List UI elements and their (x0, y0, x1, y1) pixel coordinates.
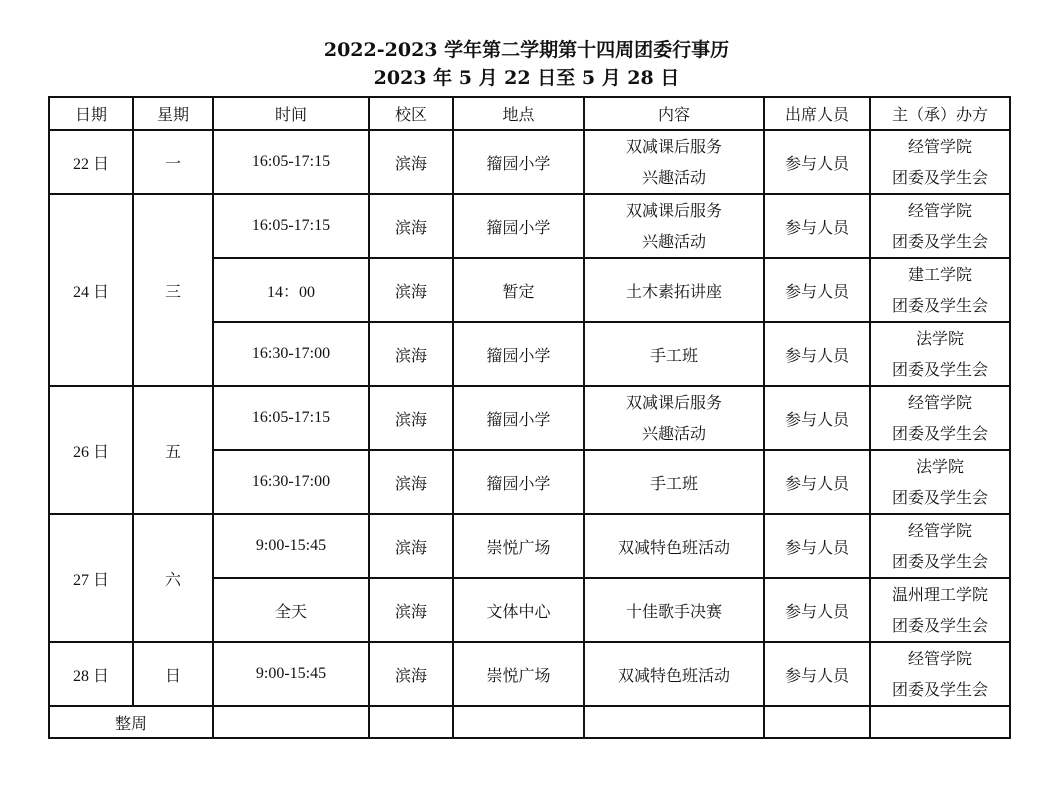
header-row (49, 97, 1010, 130)
place-cell: 暂定 (453, 258, 584, 322)
header-place: 地点 (453, 97, 584, 130)
place-cell: 崇悦广场 (453, 642, 584, 706)
place-cell: 文体中心 (453, 578, 584, 642)
time-cell: 16:30-17:00 (213, 322, 369, 386)
table-row (49, 514, 1010, 578)
footer-empty-cell (584, 706, 764, 738)
content-cell (584, 386, 764, 450)
host-cell (870, 130, 1010, 194)
content-cell-line: 双减课后服务 (625, 201, 722, 220)
content-cell (584, 578, 764, 642)
campus-cell: 滨海 (369, 194, 453, 258)
document-title: 2022-2023 学年第二学期第十四周团委行事历 (323, 39, 730, 61)
host-cell (870, 450, 1010, 514)
host-cell (870, 386, 1010, 450)
table-row (49, 194, 1010, 258)
content-cell-line: 手工班 (649, 473, 698, 493)
host-cell-line: 团委及学生会 (891, 616, 988, 635)
host-cell-line: 温州理工学院 (891, 585, 988, 604)
host-cell (870, 578, 1010, 642)
date-cell: 22 日 (49, 130, 133, 194)
host-cell-line: 团委及学生会 (891, 424, 988, 443)
host-cell-line: 经管学院 (907, 201, 972, 220)
host-cell-line: 团委及学生会 (891, 680, 988, 699)
host-cell-line: 经管学院 (907, 393, 972, 412)
header-weekday: 星期 (133, 97, 213, 130)
time-cell: 16:30-17:00 (213, 450, 369, 514)
table-row (49, 642, 1010, 706)
attendees-cell: 参与人员 (764, 642, 870, 706)
footer-empty-cell (453, 706, 584, 738)
campus-cell: 滨海 (369, 130, 453, 194)
time-cell: 16:05-17:15 (213, 194, 369, 258)
weekday-cell: 一 (133, 130, 213, 194)
host-cell-line: 经管学院 (907, 521, 972, 540)
time-cell: 16:05-17:15 (213, 130, 369, 194)
host-cell (870, 194, 1010, 258)
content-cell-line: 十佳歌手决赛 (625, 601, 722, 621)
header-host: 主（承）办方 (870, 97, 1010, 130)
weekday-cell: 三 (133, 194, 213, 386)
content-cell-line: 手工班 (649, 345, 698, 365)
place-cell: 籀园小学 (453, 386, 584, 450)
place-cell: 籀园小学 (453, 130, 584, 194)
campus-cell: 滨海 (369, 514, 453, 578)
host-cell-line: 团委及学生会 (891, 488, 988, 507)
weekday-cell: 五 (133, 386, 213, 514)
attendees-cell: 参与人员 (764, 578, 870, 642)
campus-cell: 滨海 (369, 578, 453, 642)
table-row (49, 386, 1010, 450)
place-cell: 籀园小学 (453, 450, 584, 514)
time-cell: 16:05-17:15 (213, 386, 369, 450)
content-cell-line: 双减课后服务 (625, 393, 722, 412)
host-cell-line: 经管学院 (907, 649, 972, 668)
host-cell (870, 514, 1010, 578)
attendees-cell: 参与人员 (764, 514, 870, 578)
content-cell-line: 双减特色班活动 (617, 665, 730, 685)
content-cell-line: 兴趣活动 (641, 168, 706, 187)
content-cell (584, 450, 764, 514)
weekday-cell: 六 (133, 514, 213, 642)
attendees-cell: 参与人员 (764, 194, 870, 258)
content-cell (584, 194, 764, 258)
host-cell-line: 经管学院 (907, 137, 972, 156)
place-cell: 籀园小学 (453, 194, 584, 258)
header-campus: 校区 (369, 97, 453, 130)
date-cell: 28 日 (49, 642, 133, 706)
host-cell-line: 团委及学生会 (891, 296, 988, 315)
attendees-cell: 参与人员 (764, 258, 870, 322)
content-cell (584, 642, 764, 706)
time-cell: 14：00 (213, 258, 369, 322)
content-cell (584, 322, 764, 386)
date-cell: 27 日 (49, 514, 133, 642)
attendees-cell: 参与人员 (764, 386, 870, 450)
footer-empty-cell (870, 706, 1010, 738)
content-cell-line: 双减课后服务 (625, 137, 722, 156)
header-content: 内容 (584, 97, 764, 130)
content-cell (584, 130, 764, 194)
host-cell-line: 建工学院 (907, 265, 972, 284)
host-cell-line: 团委及学生会 (891, 360, 988, 379)
campus-cell: 滨海 (369, 450, 453, 514)
attendees-cell: 参与人员 (764, 450, 870, 514)
document-subtitle: 2023 年 5 月 22 日至 5 月 28 日 (373, 67, 680, 89)
time-cell: 全天 (213, 578, 369, 642)
content-cell-line: 双减特色班活动 (617, 537, 730, 557)
header-attendees: 出席人员 (764, 97, 870, 130)
date-cell: 24 日 (49, 194, 133, 386)
host-cell-line: 法学院 (915, 329, 964, 348)
host-cell-line: 法学院 (915, 457, 964, 476)
weekday-cell: 日 (133, 642, 213, 706)
host-cell (870, 322, 1010, 386)
footer-empty-cell (213, 706, 369, 738)
host-cell-line: 团委及学生会 (891, 168, 988, 187)
content-cell-line: 兴趣活动 (641, 232, 706, 251)
campus-cell: 滨海 (369, 642, 453, 706)
header-date: 日期 (49, 97, 133, 130)
time-cell: 9:00-15:45 (213, 642, 369, 706)
content-cell (584, 258, 764, 322)
footer-label: 整周 (49, 706, 213, 738)
place-cell: 崇悦广场 (453, 514, 584, 578)
place-cell: 籀园小学 (453, 322, 584, 386)
footer-row (49, 706, 1010, 738)
host-cell-line: 团委及学生会 (891, 552, 988, 571)
campus-cell: 滨海 (369, 386, 453, 450)
campus-cell: 滨海 (369, 258, 453, 322)
content-cell-line: 兴趣活动 (641, 424, 706, 443)
content-cell-line: 土木素拓讲座 (625, 281, 722, 301)
schedule-body (49, 130, 1010, 738)
date-cell: 26 日 (49, 386, 133, 514)
footer-empty-cell (369, 706, 453, 738)
footer-empty-cell (764, 706, 870, 738)
schedule-table (48, 96, 1011, 739)
time-cell: 9:00-15:45 (213, 514, 369, 578)
attendees-cell: 参与人员 (764, 322, 870, 386)
table-row (49, 130, 1010, 194)
attendees-cell: 参与人员 (764, 130, 870, 194)
header-time: 时间 (213, 97, 369, 130)
host-cell (870, 642, 1010, 706)
campus-cell: 滨海 (369, 322, 453, 386)
content-cell (584, 514, 764, 578)
host-cell-line: 团委及学生会 (891, 232, 988, 251)
host-cell (870, 258, 1010, 322)
